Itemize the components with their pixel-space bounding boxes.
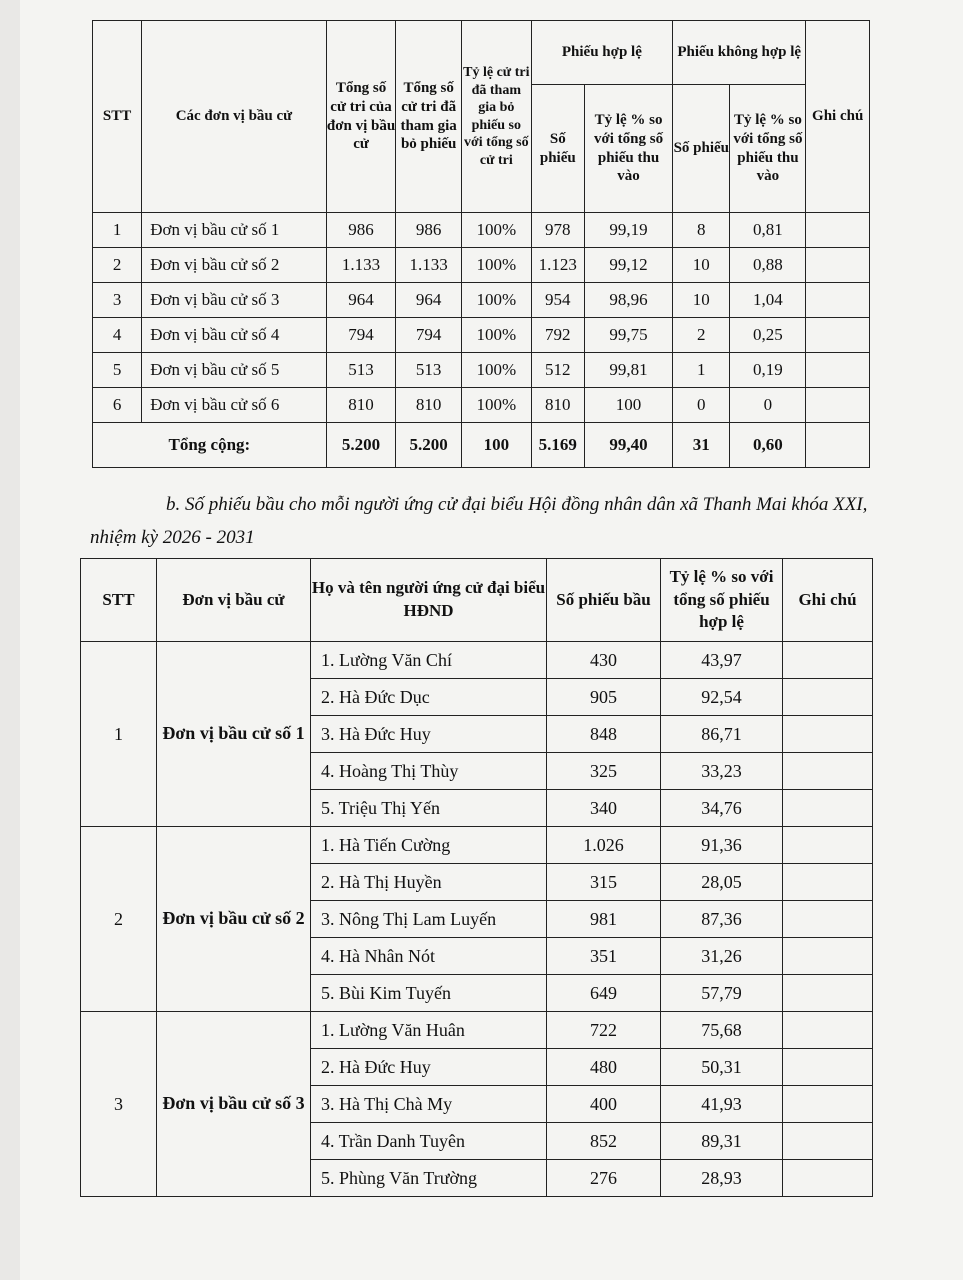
header-participation-rate: Tỷ lệ cử tri đã tham gia bỏ phiếu so với tổng số cử tri xyxy=(461,21,531,213)
cell-votes: 400 xyxy=(547,1086,661,1123)
cell-name: 4. Hoàng Thị Thùy xyxy=(311,753,547,790)
cell-total: 986 xyxy=(326,213,396,248)
cell-votes: 480 xyxy=(547,1049,661,1086)
cell-unit: Đơn vị bầu cử số 4 xyxy=(142,318,327,353)
table-row xyxy=(81,642,873,679)
cell-stt: 5 xyxy=(93,353,142,388)
cell-votes: 981 xyxy=(547,901,661,938)
cell-note xyxy=(783,790,873,827)
total-note xyxy=(806,423,870,468)
header-valid-count: Số phiếu xyxy=(531,85,584,213)
cell-name: 1. Hà Tiến Cường xyxy=(311,827,547,864)
cell-note xyxy=(783,901,873,938)
cell-total: 1.133 xyxy=(326,248,396,283)
cell-votes: 905 xyxy=(547,679,661,716)
table-row xyxy=(81,827,873,864)
cell-rate: 100% xyxy=(461,353,531,388)
cell-unit: Đơn vị bầu cử số 6 xyxy=(142,388,327,423)
cell-valid-pct: 99,81 xyxy=(584,353,672,388)
cell-rate: 100% xyxy=(461,283,531,318)
cell-unit: Đơn vị bầu cử số 3 xyxy=(142,283,327,318)
total-rate: 100 xyxy=(461,423,531,468)
cell-valid: 1.123 xyxy=(531,248,584,283)
header-candidate: Họ và tên người ứng cử đại biểu HĐND xyxy=(311,559,547,642)
header-invalid-count: Số phiếu xyxy=(673,85,730,213)
cell-votes: 315 xyxy=(547,864,661,901)
cell-rate: 100% xyxy=(461,318,531,353)
cell-name: 2. Hà Thị Huyền xyxy=(311,864,547,901)
cell-pct: 28,93 xyxy=(661,1160,783,1197)
cell-name: 1. Lường Văn Huân xyxy=(311,1012,547,1049)
table-row xyxy=(93,318,870,353)
cell-voted: 964 xyxy=(396,283,462,318)
document-page xyxy=(20,0,963,1280)
total-voted: 5.200 xyxy=(396,423,462,468)
cell-invalid-pct: 1,04 xyxy=(730,283,806,318)
table-row xyxy=(93,353,870,388)
header-stt: STT xyxy=(81,559,157,642)
cell-pct: 50,31 xyxy=(661,1049,783,1086)
cell-valid: 792 xyxy=(531,318,584,353)
cell-valid-pct: 99,75 xyxy=(584,318,672,353)
cell-valid: 954 xyxy=(531,283,584,318)
header-unit: Các đơn vị bầu cử xyxy=(142,21,327,213)
cell-note xyxy=(783,1012,873,1049)
cell-note xyxy=(806,318,870,353)
header-participated: Tổng số cử tri đã tham gia bỏ phiếu xyxy=(396,21,462,213)
cell-valid: 512 xyxy=(531,353,584,388)
cell-note xyxy=(783,938,873,975)
cell-note xyxy=(806,283,870,318)
cell-unit: Đơn vị bầu cử số 2 xyxy=(142,248,327,283)
cell-note xyxy=(783,1049,873,1086)
cell-name: 5. Bùi Kim Tuyến xyxy=(311,975,547,1012)
cell-total: 513 xyxy=(326,353,396,388)
cell-invalid: 2 xyxy=(673,318,730,353)
cell-note xyxy=(783,864,873,901)
cell-votes: 276 xyxy=(547,1160,661,1197)
cell-pct: 43,97 xyxy=(661,642,783,679)
cell-pct: 57,79 xyxy=(661,975,783,1012)
cell-invalid-pct: 0,81 xyxy=(730,213,806,248)
cell-note xyxy=(783,827,873,864)
cell-name: 3. Hà Thị Chà My xyxy=(311,1086,547,1123)
cell-stt: 6 xyxy=(93,388,142,423)
header-invalid-group: Phiếu không hợp lệ xyxy=(673,21,806,85)
cell-note xyxy=(783,975,873,1012)
cell-note xyxy=(783,1123,873,1160)
cell-note xyxy=(783,1086,873,1123)
cell-votes: 1.026 xyxy=(547,827,661,864)
turnout-table xyxy=(92,20,870,468)
candidate-votes-table xyxy=(80,558,873,1197)
cell-votes: 351 xyxy=(547,938,661,975)
cell-valid-pct: 100 xyxy=(584,388,672,423)
cell-name: 5. Phùng Văn Trường xyxy=(311,1160,547,1197)
cell-valid-pct: 98,96 xyxy=(584,283,672,318)
cell-note xyxy=(806,213,870,248)
header-note: Ghi chú xyxy=(806,21,870,213)
cell-stt: 3 xyxy=(81,1012,157,1197)
cell-total: 964 xyxy=(326,283,396,318)
cell-stt: 3 xyxy=(93,283,142,318)
cell-unit: Đơn vị bầu cử số 1 xyxy=(142,213,327,248)
total-label: Tổng cộng: xyxy=(93,423,327,468)
cell-note xyxy=(783,753,873,790)
header-stt: STT xyxy=(93,21,142,213)
cell-rate: 100% xyxy=(461,213,531,248)
cell-note xyxy=(783,679,873,716)
header-pct: Tỷ lệ % so với tổng số phiếu hợp lệ xyxy=(661,559,783,642)
cell-stt: 4 xyxy=(93,318,142,353)
cell-valid-pct: 99,12 xyxy=(584,248,672,283)
header-votes: Số phiếu bầu xyxy=(547,559,661,642)
cell-stt: 2 xyxy=(93,248,142,283)
header-total-voters: Tổng số cử tri của đơn vị bầu cử xyxy=(326,21,396,213)
total-invalid-pct: 0,60 xyxy=(730,423,806,468)
cell-name: 1. Lường Văn Chí xyxy=(311,642,547,679)
cell-name: 4. Trần Danh Tuyên xyxy=(311,1123,547,1160)
cell-invalid: 1 xyxy=(673,353,730,388)
cell-voted: 513 xyxy=(396,353,462,388)
cell-votes: 722 xyxy=(547,1012,661,1049)
cell-name: 3. Hà Đức Huy xyxy=(311,716,547,753)
cell-name: 2. Hà Đức Huy xyxy=(311,1049,547,1086)
cell-valid: 978 xyxy=(531,213,584,248)
cell-note xyxy=(806,353,870,388)
cell-voted: 986 xyxy=(396,213,462,248)
total-row xyxy=(93,423,870,468)
cell-unit: Đơn vị bầu cử số 1 xyxy=(157,642,311,827)
cell-voted: 794 xyxy=(396,318,462,353)
cell-votes: 848 xyxy=(547,716,661,753)
cell-rate: 100% xyxy=(461,388,531,423)
cell-pct: 75,68 xyxy=(661,1012,783,1049)
cell-total: 810 xyxy=(326,388,396,423)
cell-votes: 340 xyxy=(547,790,661,827)
header-invalid-pct: Tỷ lệ % so với tổng số phiếu thu vào xyxy=(730,85,806,213)
cell-note xyxy=(783,1160,873,1197)
cell-invalid-pct: 0,88 xyxy=(730,248,806,283)
header-unit: Đơn vị bầu cử xyxy=(157,559,311,642)
cell-pct: 31,26 xyxy=(661,938,783,975)
cell-stt: 2 xyxy=(81,827,157,1012)
header-note: Ghi chú xyxy=(783,559,873,642)
cell-voted: 810 xyxy=(396,388,462,423)
total-total: 5.200 xyxy=(326,423,396,468)
total-invalid: 31 xyxy=(673,423,730,468)
cell-pct: 34,76 xyxy=(661,790,783,827)
total-valid-pct: 99,40 xyxy=(584,423,672,468)
cell-note xyxy=(783,716,873,753)
cell-invalid: 8 xyxy=(673,213,730,248)
cell-pct: 41,93 xyxy=(661,1086,783,1123)
header-valid-pct: Tỷ lệ % so với tổng số phiếu thu vào xyxy=(584,85,672,213)
table-row xyxy=(93,248,870,283)
cell-votes: 852 xyxy=(547,1123,661,1160)
cell-unit: Đơn vị bầu cử số 5 xyxy=(142,353,327,388)
header-valid-group: Phiếu hợp lệ xyxy=(531,21,672,85)
cell-stt: 1 xyxy=(93,213,142,248)
cell-valid-pct: 99,19 xyxy=(584,213,672,248)
cell-pct: 33,23 xyxy=(661,753,783,790)
cell-note xyxy=(783,642,873,679)
cell-invalid-pct: 0,25 xyxy=(730,318,806,353)
cell-pct: 86,71 xyxy=(661,716,783,753)
cell-votes: 325 xyxy=(547,753,661,790)
cell-valid: 810 xyxy=(531,388,584,423)
cell-rate: 100% xyxy=(461,248,531,283)
total-valid: 5.169 xyxy=(531,423,584,468)
cell-voted: 1.133 xyxy=(396,248,462,283)
cell-pct: 87,36 xyxy=(661,901,783,938)
table-row xyxy=(93,283,870,318)
table-row xyxy=(81,1012,873,1049)
cell-name: 4. Hà Nhân Nót xyxy=(311,938,547,975)
cell-name: 2. Hà Đức Dục xyxy=(311,679,547,716)
cell-note xyxy=(806,248,870,283)
cell-name: 5. Triệu Thị Yến xyxy=(311,790,547,827)
cell-votes: 649 xyxy=(547,975,661,1012)
cell-stt: 1 xyxy=(81,642,157,827)
cell-unit: Đơn vị bầu cử số 3 xyxy=(157,1012,311,1197)
cell-note xyxy=(806,388,870,423)
cell-invalid: 10 xyxy=(673,283,730,318)
table-row xyxy=(93,213,870,248)
table-row xyxy=(93,388,870,423)
cell-invalid: 0 xyxy=(673,388,730,423)
cell-invalid-pct: 0 xyxy=(730,388,806,423)
cell-pct: 92,54 xyxy=(661,679,783,716)
cell-votes: 430 xyxy=(547,642,661,679)
section-caption: b. Số phiếu bầu cho mỗi người ứng cử đại biểu Hội đồng nhân dân xã Thanh Mai khóa XXI, nhiệm kỳ 2026 - 2031 xyxy=(90,494,868,548)
cell-pct: 89,31 xyxy=(661,1123,783,1160)
cell-name: 3. Nông Thị Lam Luyến xyxy=(311,901,547,938)
cell-total: 794 xyxy=(326,318,396,353)
cell-invalid: 10 xyxy=(673,248,730,283)
cell-unit: Đơn vị bầu cử số 2 xyxy=(157,827,311,1012)
cell-pct: 28,05 xyxy=(661,864,783,901)
cell-pct: 91,36 xyxy=(661,827,783,864)
cell-invalid-pct: 0,19 xyxy=(730,353,806,388)
